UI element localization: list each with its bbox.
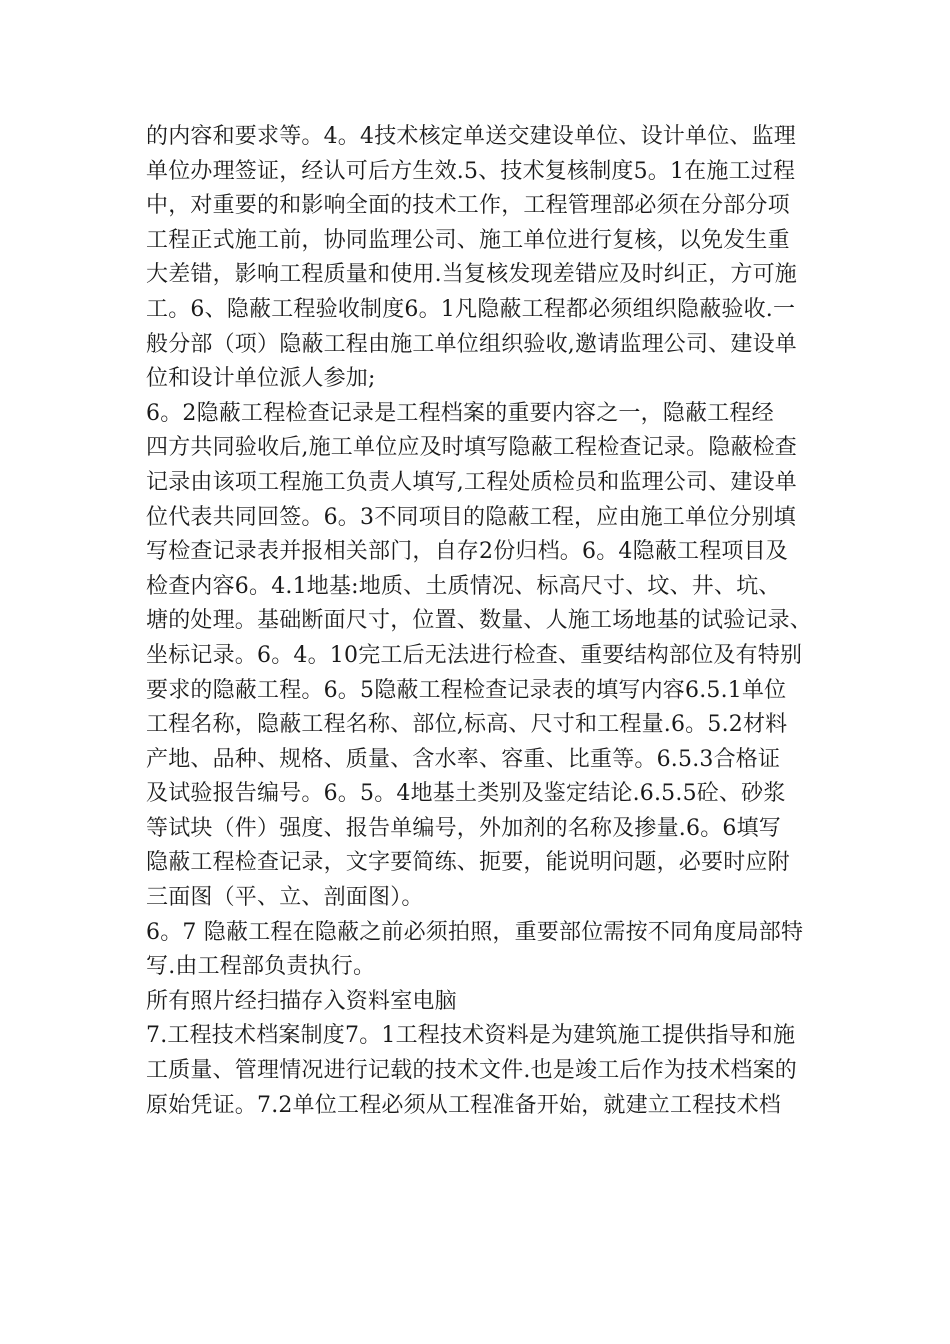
- text-line: 产地、品种、规格、质量、含水率、容重、比重等。6.5.3合格证: [146, 746, 781, 772]
- text-line: 单位办理签证，经认可后方生效.5、技术复核制度5。1在施工过程: [146, 158, 796, 184]
- text-line: 坐标记录。6。4。10完工后无法进行检查、重要结构部位及有特别: [146, 642, 803, 668]
- text-line: 大差错，影响工程质量和使用.当复核发现差错应及时纠正，方可施: [146, 262, 797, 288]
- text-line: 6。7 隐蔽工程在隐蔽之前必须拍照，重要部位需按不同角度局部特: [146, 919, 804, 945]
- text-line: 位和设计单位派人参加;: [146, 366, 376, 392]
- text-line: 写检查记录表并报相关部门，自存2份归档。6。4隐蔽工程项目及: [146, 539, 788, 565]
- text-line: 要求的隐蔽工程。6。5隐蔽工程检查记录表的填写内容6.5.1单位: [146, 677, 787, 703]
- text-line: 及试验报告编号。6。5。4地基土类别及鉴定结论.6.5.5砼、砂浆: [146, 781, 786, 807]
- text-line: 三面图（平、立、剖面图）。: [146, 885, 424, 911]
- text-line: 塘的处理。基础断面尺寸，位置、数量、人施工场地基的试验记录、: [146, 608, 813, 634]
- text-line: 所有照片经扫描存入资料室电脑: [146, 988, 457, 1014]
- text-line: 7.工程技术档案制度7。1工程技术资料是为建筑施工提供指导和施: [146, 1023, 796, 1049]
- text-line: 的内容和要求等。4。4技术核定单送交建设单位、设计单位、监理: [146, 124, 796, 149]
- text-line: 位代表共同回签。6。3不同项目的隐蔽工程，应由施工单位分别填: [146, 504, 796, 530]
- text-line: 隐蔽工程检查记录，文字要简练、扼要，能说明问题，必要时应附: [146, 850, 790, 876]
- text-line: 工程名称，隐蔽工程名称、部位,标高、尺寸和工程量.6。5.2材料: [146, 712, 788, 738]
- text-line: 记录由该项工程施工负责人填写,工程处质检员和监理公司、建设单: [146, 469, 797, 495]
- text-line: 般分部（项）隐蔽工程由施工单位组织验收,邀请监理公司、建设单: [146, 331, 797, 357]
- text-line: 工。6、隐蔽工程验收制度6。1凡隐蔽工程都必须组织隐蔽验收.一: [146, 296, 796, 322]
- text-line: 检查内容6。4.1地基:地质、土质情况、标高尺寸、坟、井、坑、: [146, 573, 781, 599]
- text-line: 工程正式施工前，协同监理公司、施工单位进行复核，以免发生重: [146, 227, 790, 253]
- text-line: 四方共同验收后,施工单位应及时填写隐蔽工程检查记录。隐蔽检查: [146, 435, 797, 461]
- text-line: 中，对重要的和影响全面的技术工作，工程管理部必须在分部分项: [146, 193, 790, 219]
- text-line: 工质量、管理情况进行记载的技术文件.也是竣工后作为技术档案的: [146, 1058, 797, 1084]
- text-line: 等试块（件）强度、报告单编号，外加剂的名称及掺量.6。6填写: [146, 815, 781, 841]
- text-line: 6。2隐蔽工程检查记录是工程档案的重要内容之一，隐蔽工程经: [146, 400, 774, 426]
- text-line: 写.由工程部负责执行。: [146, 954, 376, 980]
- text-line: 原始凭证。7.2单位工程必须从工程准备开始，就建立工程技术档: [146, 1092, 781, 1118]
- body-text: [146, 120, 846, 1123]
